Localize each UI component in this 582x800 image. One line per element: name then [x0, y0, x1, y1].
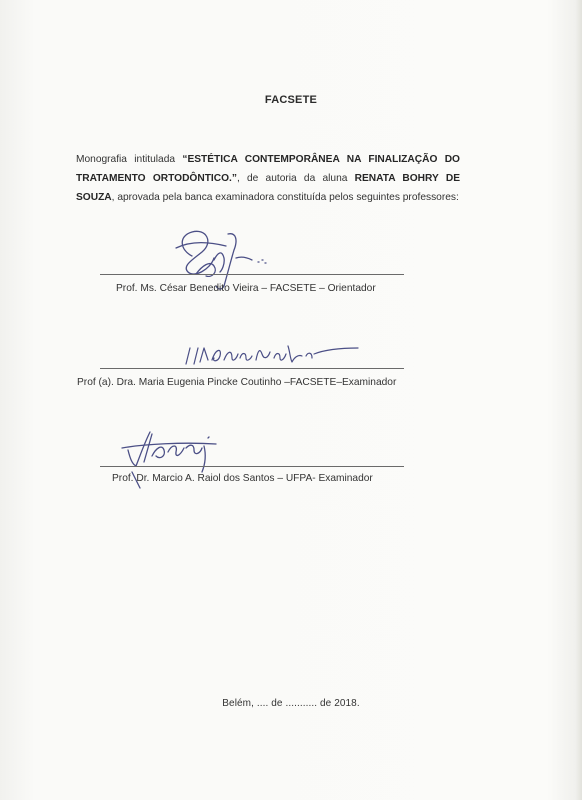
monograph-title: “ESTÉTICA CONTEMPORÂNEA NA FINALIZAÇÃO DO TRATAMENTO ORTODÔNTICO.” [76, 154, 460, 184]
intro-suffix: , aprovada pela banca examinadora constituída pelos seguintes professores: [111, 192, 459, 203]
scan-edge [576, 0, 582, 800]
intro-prefix: Monografia intitulada [76, 154, 183, 165]
handwritten-signature-2-icon [182, 336, 362, 370]
handwritten-signature-1-icon [162, 220, 312, 290]
approval-paragraph [76, 150, 460, 207]
examiner-block-1 [100, 220, 406, 300]
handwritten-signature-3-icon [114, 426, 234, 476]
examiner-label-3: Prof. Dr. Marcio A. Raiol dos Santos – UFPA- Examinador [112, 473, 373, 484]
examiner-block-3 [100, 426, 406, 496]
signature-line-3 [100, 466, 404, 467]
intro-middle: , de autoria da aluna [236, 173, 355, 184]
institution-header: FACSETE [264, 94, 318, 106]
signature-line-2 [100, 368, 404, 369]
student-name: RENATA BOHRY DE SOUZA [76, 173, 460, 203]
examiner-label-1: Prof. Ms. César Benedito Vieira – FACSETE – Orientador [116, 283, 376, 294]
signature-line-1 [100, 274, 404, 275]
examiner-label-2: Prof (a). Dra. Maria Eugenia Pincke Coutinho –FACSETE–Examinador [77, 377, 397, 388]
place-date-line: Belém, .... de ........... de 2018. [222, 698, 360, 709]
